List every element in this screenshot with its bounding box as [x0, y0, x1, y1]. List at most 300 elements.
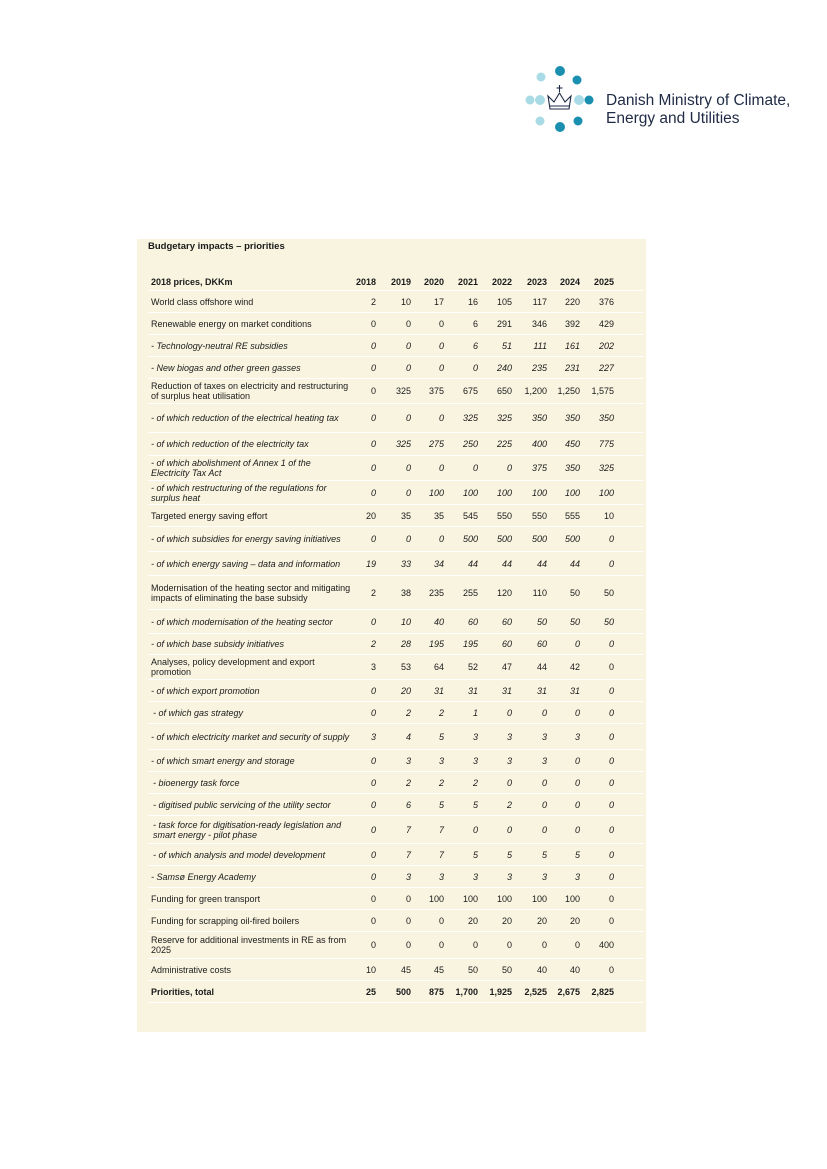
- table-row: [148, 844, 643, 866]
- cell-value: 0: [608, 639, 614, 649]
- row-label: Administrative costs: [151, 964, 232, 975]
- row-label: Reserve for additional investments in RE as from 2025: [151, 935, 347, 955]
- row-label: - of which base subsidy initiatives: [151, 639, 285, 649]
- cell-value: 100: [428, 893, 444, 904]
- cell-value: 3: [472, 731, 478, 742]
- row-label: Funding for green transport: [151, 893, 261, 904]
- cell-value: 235: [531, 362, 547, 373]
- cell-value: 31: [433, 685, 444, 696]
- cell-value: 44: [536, 558, 547, 569]
- table-row: [148, 772, 643, 794]
- row-label: World class offshore wind: [151, 296, 254, 307]
- cell-value: 500: [564, 534, 580, 544]
- cell-value: 31: [501, 685, 512, 696]
- cell-value: 0: [608, 662, 614, 672]
- cell-value: 31: [536, 685, 547, 696]
- cell-value: 3: [472, 755, 478, 766]
- cell-value: 2: [370, 587, 376, 598]
- cell-value: 450: [564, 439, 580, 449]
- cell-value: 376: [598, 296, 614, 307]
- cell-value: 2: [405, 707, 411, 718]
- cell-value: 3: [438, 755, 444, 766]
- row-label: - of which reduction of the electrical heating tax: [151, 413, 339, 423]
- row-label: Targeted energy saving effort: [151, 510, 268, 521]
- table-row: [148, 527, 643, 552]
- cell-value: 2: [472, 777, 478, 788]
- year-header: 2018: [355, 276, 376, 287]
- row-label: Renewable energy on market conditions: [151, 318, 312, 329]
- table-row: [148, 335, 643, 357]
- cell-value: 60: [467, 616, 478, 627]
- cell-value: 33: [400, 558, 411, 569]
- cell-value: 120: [496, 587, 512, 598]
- cell-value: 0: [405, 340, 411, 351]
- cell-value: 325: [395, 386, 411, 396]
- cell-value: 100: [564, 487, 580, 498]
- cell-value: 375: [428, 386, 444, 396]
- row-label: Modernisation of the heating sector and mitigating impacts of eliminating the base subsidy: [151, 582, 351, 603]
- table-row: [148, 724, 643, 750]
- cell-value: 202: [598, 340, 614, 351]
- cell-value: 10: [400, 616, 411, 627]
- ministry-name-line2: Energy and Utilities: [606, 110, 740, 127]
- cell-value: 45: [400, 964, 411, 975]
- cell-value: 2: [438, 707, 444, 718]
- cell-value: 0: [370, 707, 376, 718]
- table-row: [148, 379, 643, 404]
- cell-value: 0: [405, 893, 411, 904]
- cell-value: 5: [574, 849, 580, 860]
- cell-value: 0: [608, 915, 614, 926]
- cell-value: 40: [569, 964, 580, 975]
- cell-value: 0: [370, 755, 376, 766]
- cell-value: 0: [370, 318, 376, 329]
- table-header-row: [148, 273, 643, 291]
- cell-value: 3: [506, 755, 512, 766]
- cell-value: 275: [428, 439, 444, 449]
- cell-value: 0: [472, 940, 478, 950]
- cell-value: 44: [501, 558, 512, 569]
- row-label: - of which analysis and model development: [153, 849, 326, 860]
- cell-value: 0: [370, 386, 376, 396]
- cell-value: 7: [405, 849, 411, 860]
- cell-value: 28: [400, 639, 411, 649]
- cell-value: 5: [438, 799, 444, 810]
- cell-value: 60: [536, 639, 547, 649]
- cell-value: 0: [506, 824, 512, 835]
- cell-value: 40: [536, 964, 547, 975]
- table-row: [148, 888, 643, 910]
- cell-value: 7: [438, 824, 444, 835]
- cell-value: 161: [564, 340, 580, 351]
- cell-value: 50: [467, 964, 478, 975]
- cell-value: 2: [370, 296, 376, 307]
- cell-value: 0: [574, 707, 580, 718]
- row-label: - task force for digitisation-ready legislation and smart energy - pilot phase: [153, 819, 342, 840]
- cell-value: 3: [541, 755, 547, 766]
- table-row: [148, 702, 643, 724]
- cell-value: 0: [438, 318, 444, 329]
- cell-value: 0: [608, 685, 614, 696]
- row-label: - of which restructuring of the regulations for surplus heat: [151, 482, 327, 503]
- cell-value: 0: [370, 487, 376, 498]
- year-header: 2024: [559, 276, 580, 287]
- cell-value: 0: [608, 731, 614, 742]
- ministry-name: [606, 92, 790, 128]
- year-header: 2021: [457, 276, 478, 287]
- cell-value: 0: [370, 849, 376, 860]
- cell-value: 0: [574, 777, 580, 788]
- cell-value: 0: [405, 534, 411, 544]
- cell-value: 110: [532, 587, 547, 598]
- cell-value: 2: [506, 799, 512, 810]
- cell-value: 44: [467, 558, 478, 569]
- cell-value: 50: [569, 587, 580, 598]
- cell-value: 0: [472, 362, 478, 373]
- cell-value: 0: [574, 799, 580, 810]
- cell-value: 0: [608, 871, 614, 882]
- row-label: - of which export promotion: [151, 685, 260, 696]
- cell-value: 50: [603, 587, 614, 598]
- cell-value: 775: [598, 439, 614, 449]
- cell-value: 3: [472, 871, 478, 882]
- cell-value: 3: [541, 731, 547, 742]
- cell-value: 2,675: [557, 986, 580, 997]
- cell-value: 5: [472, 799, 478, 810]
- cell-value: 0: [608, 707, 614, 718]
- table-row: [148, 910, 643, 932]
- cell-value: 0: [438, 534, 444, 544]
- cell-value: 325: [496, 413, 512, 423]
- crown-dots-icon: [522, 66, 602, 136]
- cell-value: 51: [501, 340, 512, 351]
- cell-value: 350: [531, 413, 547, 423]
- cell-value: 0: [370, 413, 376, 423]
- cell-value: 0: [438, 413, 444, 423]
- table-row: [148, 981, 643, 1003]
- cell-value: 250: [462, 439, 478, 449]
- year-header: 2022: [491, 276, 512, 287]
- cell-value: 10: [400, 296, 411, 307]
- cell-value: 6: [472, 318, 478, 329]
- cell-value: 6: [405, 799, 411, 810]
- cell-value: 255: [462, 587, 478, 598]
- table-row: [148, 433, 643, 456]
- cell-value: 0: [608, 777, 614, 788]
- cell-value: 375: [531, 463, 547, 473]
- table-row: [148, 794, 643, 816]
- cell-value: 20: [569, 915, 580, 926]
- row-label: - Technology-neutral RE subsidies: [151, 340, 288, 351]
- cell-value: 325: [395, 439, 411, 449]
- table-row: [148, 313, 643, 335]
- cell-value: 100: [564, 893, 580, 904]
- cell-value: 0: [370, 340, 376, 351]
- cell-value: 240: [496, 362, 512, 373]
- cell-value: 227: [598, 362, 614, 373]
- cell-value: 5: [506, 849, 512, 860]
- cell-value: 0: [370, 799, 376, 810]
- cell-value: 50: [501, 964, 512, 975]
- cell-value: 16: [467, 296, 478, 307]
- row-label: Analyses, policy development and export promotion: [151, 657, 315, 677]
- table-row: [148, 750, 643, 772]
- cell-value: 545: [462, 510, 478, 521]
- row-label: - of which smart energy and storage: [151, 755, 295, 766]
- cell-value: 0: [541, 707, 547, 718]
- cell-value: 44: [536, 662, 547, 672]
- cell-value: 2: [438, 777, 444, 788]
- cell-value: 0: [574, 755, 580, 766]
- row-label: - of which subsidies for energy saving initiatives: [151, 534, 341, 544]
- cell-value: 40: [433, 616, 444, 627]
- cell-value: 50: [603, 616, 614, 627]
- cell-value: 1,925: [489, 986, 512, 997]
- cell-value: 1,575: [591, 386, 614, 396]
- cell-value: 2: [370, 639, 376, 649]
- cell-value: 0: [370, 871, 376, 882]
- cell-value: 0: [405, 463, 411, 473]
- cell-value: 550: [496, 510, 512, 521]
- table-row: [148, 481, 643, 505]
- cell-value: 1: [472, 707, 478, 718]
- cell-value: 3: [574, 731, 580, 742]
- cell-value: 10: [603, 510, 614, 521]
- cell-value: 3: [405, 755, 411, 766]
- cell-value: 111: [533, 340, 547, 351]
- cell-value: 45: [433, 964, 444, 975]
- cell-value: 0: [405, 487, 411, 498]
- row-label: - of which electricity market and security of supply: [151, 731, 350, 742]
- cell-value: 5: [541, 849, 547, 860]
- cell-value: 19: [365, 558, 376, 569]
- cell-value: 3: [370, 731, 376, 742]
- cell-value: 3: [438, 871, 444, 882]
- cell-value: 117: [532, 296, 547, 307]
- ministry-logo: [522, 66, 822, 136]
- cell-value: 195: [428, 639, 444, 649]
- cell-value: 0: [370, 685, 376, 696]
- cell-value: 2: [405, 777, 411, 788]
- cell-value: 0: [405, 940, 411, 950]
- cell-value: 0: [405, 318, 411, 329]
- cell-value: 0: [574, 824, 580, 835]
- cell-value: 53: [400, 662, 411, 672]
- row-label: - of which reduction of the electricity tax: [151, 439, 309, 449]
- cell-value: 5: [472, 849, 478, 860]
- cell-value: 225: [496, 439, 512, 449]
- cell-value: 0: [370, 777, 376, 788]
- table-row: [148, 456, 643, 481]
- cell-value: 0: [370, 439, 376, 449]
- cell-value: 350: [564, 463, 580, 473]
- row-label: - of which abolishment of Annex 1 of the Electricity Tax Act: [151, 458, 311, 478]
- year-header: 2019: [390, 276, 411, 287]
- cell-value: 0: [438, 940, 444, 950]
- cell-value: 0: [608, 964, 614, 975]
- cell-value: 10: [365, 964, 376, 975]
- table-row: [148, 357, 643, 379]
- cell-value: 20: [536, 915, 547, 926]
- cell-value: 0: [370, 463, 376, 473]
- row-label: - of which modernisation of the heating sector: [151, 616, 333, 627]
- cell-value: 0: [541, 799, 547, 810]
- cell-value: 38: [400, 587, 411, 598]
- cell-value: 0: [506, 463, 512, 473]
- budget-table: [148, 273, 643, 1003]
- cell-value: 400: [531, 439, 547, 449]
- cell-value: 100: [531, 893, 547, 904]
- table-row: [148, 505, 643, 527]
- cell-value: 0: [438, 463, 444, 473]
- cell-value: 0: [608, 799, 614, 810]
- row-label: - digitised public servicing of the utility sector: [153, 799, 331, 810]
- year-header: 2023: [526, 276, 547, 287]
- ministry-name-line1: Danish Ministry of Climate,: [606, 92, 791, 109]
- table-row: [148, 655, 643, 680]
- cell-value: 5: [438, 731, 444, 742]
- cell-value: 0: [405, 413, 411, 423]
- cell-value: 0: [574, 639, 580, 649]
- cell-value: 60: [501, 616, 512, 627]
- cell-value: 3: [506, 731, 512, 742]
- cell-value: 350: [564, 413, 580, 423]
- cell-value: 0: [506, 707, 512, 718]
- cell-value: 0: [370, 616, 376, 627]
- cell-value: 20: [400, 685, 411, 696]
- cell-value: 3: [506, 871, 512, 882]
- cell-value: 500: [395, 986, 411, 997]
- cell-value: 0: [438, 362, 444, 373]
- cell-value: 0: [608, 849, 614, 860]
- cell-value: 346: [531, 318, 547, 329]
- cell-value: 0: [506, 777, 512, 788]
- table-row: [148, 680, 643, 702]
- cell-value: 0: [405, 915, 411, 926]
- cell-value: 550: [531, 510, 547, 521]
- cell-value: 0: [370, 362, 376, 373]
- cell-value: 100: [462, 487, 478, 498]
- cell-value: 0: [541, 824, 547, 835]
- cell-value: 3: [541, 871, 547, 882]
- table-row: [148, 610, 643, 634]
- cell-value: 35: [433, 510, 444, 521]
- cell-value: 47: [501, 662, 512, 672]
- cell-value: 0: [438, 340, 444, 351]
- row-label: Reduction of taxes on electricity and restructuring of surplus heat utilisation: [151, 381, 349, 401]
- budget-table-panel: [137, 239, 646, 1032]
- cell-value: 1,200: [524, 386, 547, 396]
- table-row: [148, 959, 643, 981]
- header-label: 2018 prices, DKKm: [151, 276, 233, 287]
- cell-value: 325: [598, 463, 614, 473]
- cell-value: 650: [496, 386, 512, 396]
- cell-value: 17: [433, 296, 444, 307]
- cell-value: 52: [467, 662, 478, 672]
- cell-value: 220: [564, 296, 580, 307]
- cell-value: 7: [438, 849, 444, 860]
- year-header: 2025: [593, 276, 614, 287]
- cell-value: 0: [438, 915, 444, 926]
- cell-value: 0: [608, 824, 614, 835]
- cell-value: 350: [598, 413, 614, 423]
- cell-value: 0: [541, 940, 547, 950]
- cell-value: 50: [536, 616, 547, 627]
- year-header: 2020: [423, 276, 444, 287]
- cell-value: 1,700: [455, 986, 478, 997]
- table-row: [148, 576, 643, 610]
- cell-value: 20: [365, 510, 376, 521]
- cell-value: 44: [569, 558, 580, 569]
- cell-value: 0: [608, 534, 614, 544]
- cell-value: 0: [608, 755, 614, 766]
- table-title: Budgetary impacts – priorities: [148, 241, 285, 252]
- cell-value: 0: [370, 893, 376, 904]
- cell-value: 392: [564, 318, 580, 329]
- cell-value: 31: [467, 685, 478, 696]
- cell-value: 100: [598, 487, 614, 498]
- cell-value: 35: [400, 510, 411, 521]
- cell-value: 2,825: [591, 986, 614, 997]
- cell-value: 0: [574, 940, 580, 950]
- cell-value: 4: [405, 731, 411, 742]
- cell-value: 0: [370, 915, 376, 926]
- cell-value: 64: [433, 662, 444, 672]
- cell-value: 555: [564, 510, 580, 521]
- cell-value: 42: [569, 662, 580, 672]
- cell-value: 25: [365, 986, 376, 997]
- cell-value: 3: [370, 662, 376, 672]
- row-label: Funding for scrapping oil-fired boilers: [151, 915, 300, 926]
- cell-value: 875: [428, 986, 444, 997]
- table-row: [148, 634, 643, 655]
- cell-value: 3: [574, 871, 580, 882]
- cell-value: 100: [428, 487, 444, 498]
- row-label: - of which gas strategy: [153, 707, 244, 718]
- row-label: - Samsø Energy Academy: [151, 871, 256, 882]
- row-label: - bioenergy task force: [153, 777, 240, 788]
- table-row: [148, 404, 643, 433]
- row-label: Priorities, total: [151, 986, 215, 997]
- cell-value: 0: [405, 362, 411, 373]
- cell-value: 6: [472, 340, 478, 351]
- table-row: [148, 291, 643, 313]
- cell-value: 325: [462, 413, 478, 423]
- cell-value: 0: [472, 824, 478, 835]
- cell-value: 675: [462, 386, 478, 396]
- cell-value: 50: [569, 616, 580, 627]
- row-label: - New biogas and other green gasses: [151, 362, 301, 373]
- cell-value: 0: [370, 940, 376, 950]
- cell-value: 34: [433, 558, 444, 569]
- cell-value: 0: [370, 824, 376, 835]
- cell-value: 105: [496, 296, 512, 307]
- cell-value: 60: [501, 639, 512, 649]
- cell-value: 400: [598, 940, 614, 950]
- cell-value: 100: [531, 487, 547, 498]
- table-row: [148, 816, 643, 844]
- cell-value: 20: [501, 915, 512, 926]
- cell-value: 7: [405, 824, 411, 835]
- cell-value: 100: [496, 487, 512, 498]
- cell-value: 0: [541, 777, 547, 788]
- cell-value: 195: [462, 639, 478, 649]
- cell-value: 500: [531, 534, 547, 544]
- table-row: [148, 552, 643, 576]
- cell-value: 429: [598, 318, 614, 329]
- cell-value: 100: [496, 893, 512, 904]
- cell-value: 2,525: [524, 986, 547, 997]
